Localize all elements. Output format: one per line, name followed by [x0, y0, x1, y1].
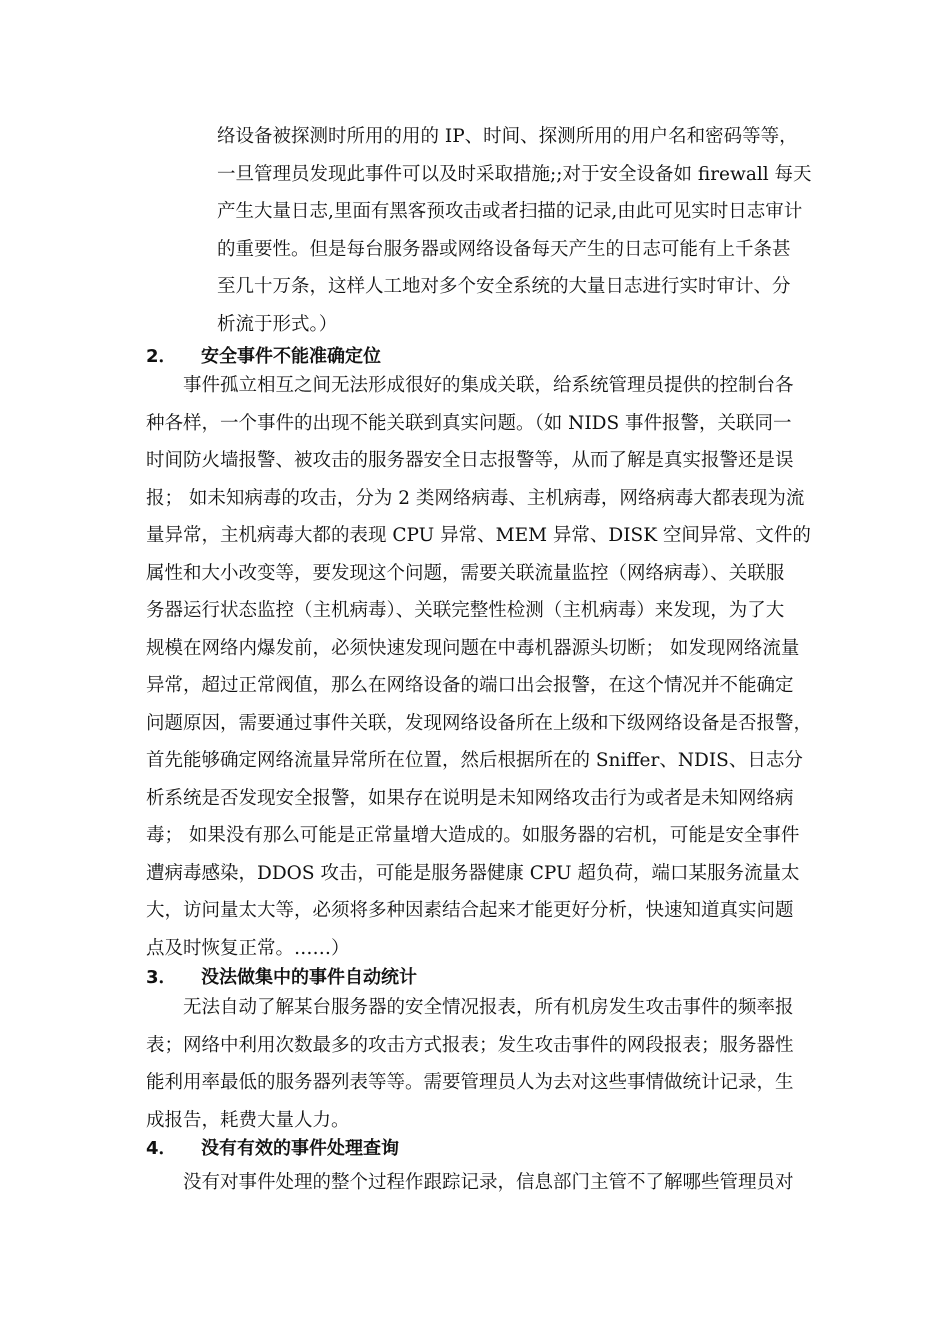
- paragraph-line: 表；网络中利用次数最多的攻击方式报表；发生攻击事件的网段报表；服务器性: [146, 1034, 794, 1056]
- paragraph-line: 问题原因，需要通过事件关联，发现网络设备所在上级和下级网络设备是否报警，: [146, 712, 813, 734]
- section-4-paragraph: [146, 1164, 826, 1202]
- section-3-paragraph: [146, 989, 826, 1139]
- paragraph-line: 能利用率最低的服务器列表等等。需要管理员人为去对这些事情做统计记录，生: [146, 1072, 794, 1093]
- paragraph-line: 报； 如未知病毒的攻击，分为 2 类网络病毒、主机病毒，网络病毒大都表现为流: [146, 487, 805, 509]
- paragraph-line: 毒； 如果没有那么可能是正常量增大造成的。如服务器的宕机，可能是安全事件: [146, 825, 800, 846]
- paragraph-line: 无法自动了解某台服务器的安全情况报表，所有机房发生攻击事件的频率报: [146, 997, 794, 1018]
- paragraph-line: 首先能够确定网络流量异常所在位置，然后根据所在的 Sniffer、NDIS、日志分: [146, 750, 803, 771]
- paragraph-line: 络设备被探测时所用的用的 IP、时间、探测所用的用户名和密码等等，: [217, 126, 798, 147]
- paragraph-line: 成报告，耗费大量人力。: [146, 1109, 350, 1131]
- paragraph-line: 异常，超过正常阀值，那么在网络设备的端口出会报警，在这个情况并不能确定: [146, 675, 794, 696]
- paragraph-line: 析系统是否发现安全报警，如果存在说明是未知网络攻击行为或者是未知网络病: [146, 787, 794, 809]
- paragraph-line: 一旦管理员发现此事件可以及时采取措施;;对于安全设备如 firewall 每天: [217, 163, 812, 185]
- paragraph-line: 点及时恢复正常。……）: [146, 937, 350, 959]
- paragraph-line: 属性和大小改变等，要发现这个问题，需要关联流量监控（网络病毒）、关联服: [146, 562, 785, 584]
- section-title: 没有有效的事件处理查询: [201, 1138, 399, 1159]
- paragraph-line: 的重要性。但是每台服务器或网络设备每天产生的日志可能有上千条甚: [217, 238, 791, 260]
- section-number: 2．: [146, 346, 177, 367]
- paragraph-line: 量异常，主机病毒大都的表现 CPU 异常、MEM 异常、DISK 空间异常、文件的: [146, 525, 811, 546]
- paragraph-line: 没有对事件处理的整个过程作跟踪记录，信息部门主管不了解哪些管理员对: [146, 1172, 794, 1193]
- section-title: 安全事件不能准确定位: [201, 346, 381, 367]
- paragraph-line: 至几十万条，这样人工地对多个安全系统的大量日志进行实时审计、分: [217, 276, 791, 297]
- indented-paragraph: [217, 118, 827, 343]
- paragraph-line: 规模在网络内爆发前，必须快速发现问题在中毒机器源头切断； 如发现网络流量: [146, 637, 800, 659]
- paragraph-line: 大，访问量太大等，必须将多种因素结合起来才能更好分析，快速知道真实问题: [146, 900, 794, 921]
- paragraph-line: 事件孤立相互之间无法形成很好的集成关联，给系统管理员提供的控制台各: [146, 375, 794, 396]
- section-heading-4: [146, 1135, 399, 1163]
- paragraph-line: 种各样，一个事件的出现不能关联到真实问题。（如 NIDS 事件报警，关联同一: [146, 412, 792, 434]
- section-heading-3: [146, 964, 417, 992]
- section-number: 3．: [146, 967, 177, 988]
- paragraph-line: 遭病毒感染，DDOS 攻击，可能是服务器健康 CPU 超负荷，端口某服务流量太: [146, 862, 800, 884]
- section-number: 4．: [146, 1138, 177, 1159]
- paragraph-line: 产生大量日志,里面有黑客预攻击或者扫描的记录,由此可见实时日志审计: [217, 201, 803, 222]
- paragraph-line: 时间防火墙报警、被攻击的服务器安全日志报警等，从而了解是真实报警还是误: [146, 450, 794, 471]
- paragraph-line: 析流于形式。）: [217, 313, 338, 335]
- section-title: 没法做集中的事件自动统计: [201, 967, 417, 988]
- paragraph-line: 务器运行状态监控（主机病毒）、关联完整性检测（主机病毒）来发现，为了大: [146, 600, 785, 621]
- section-2-paragraph: [146, 367, 826, 967]
